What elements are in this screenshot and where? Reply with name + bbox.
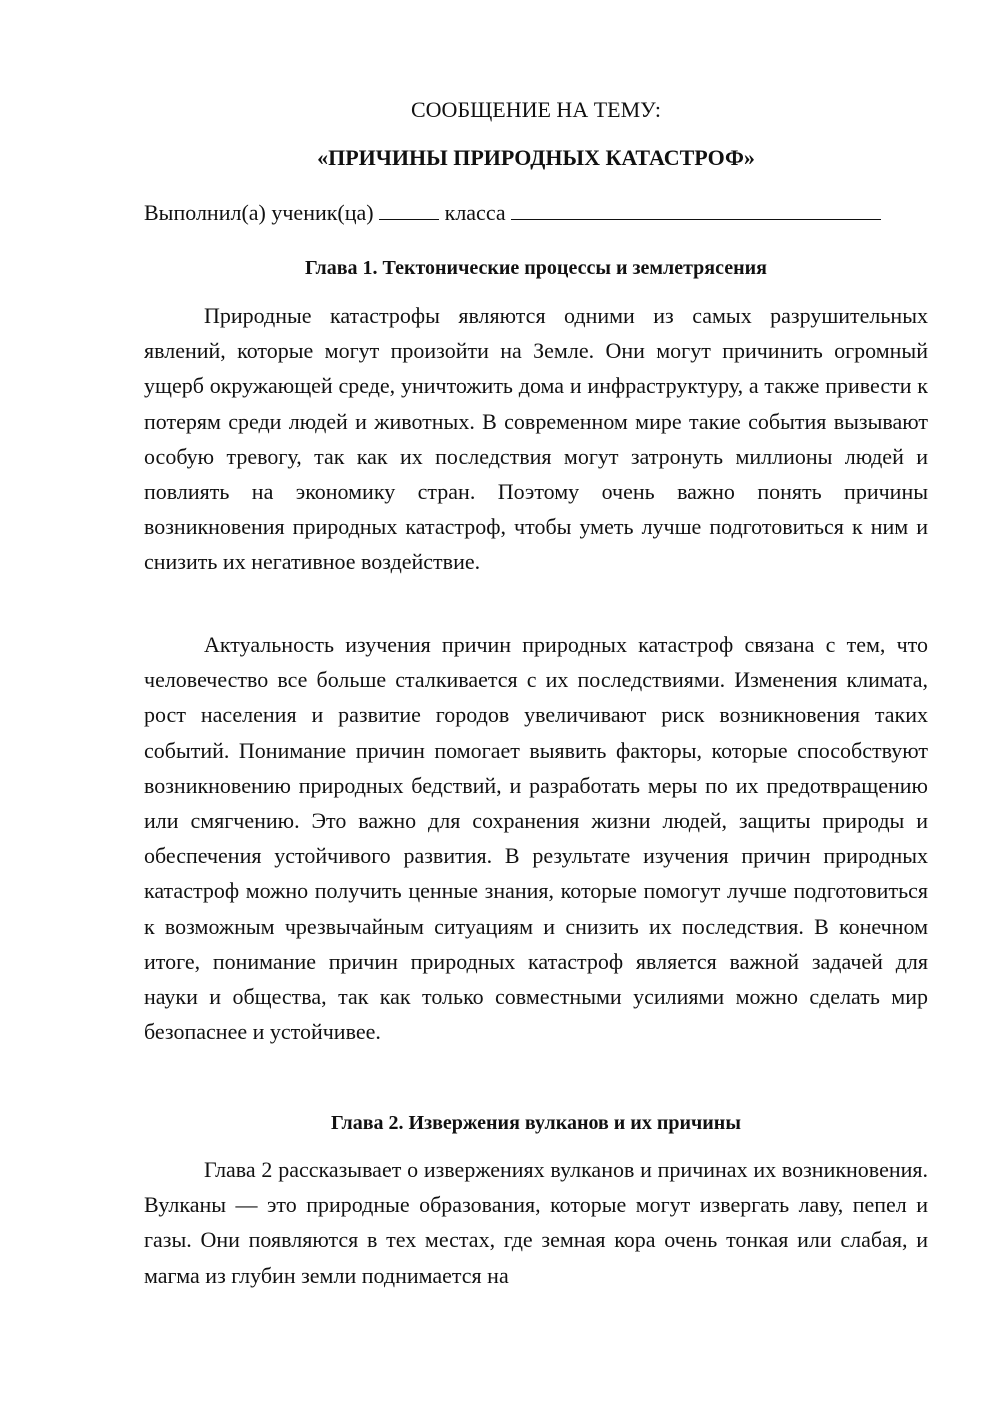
author-middle: класса [444, 200, 506, 225]
name-blank [511, 201, 881, 220]
chapter-2-paragraph-1: Глава 2 рассказывает о извержениях вулканов и причинах их возникновения. Вулканы — это природные образования, которые могут извергать лаву, пепел и газы. Они появляются в тех местах, где земная кора очень тонкая или слабая, и магма из глубин земли поднимается на [144, 1157, 928, 1288]
chapter-1-heading: Глава 1. Тектонические процессы и землетрясения [305, 257, 767, 279]
grade-blank [379, 201, 439, 220]
document-title-line-1: СООБЩЕНИЕ НА ТЕМУ: [411, 97, 661, 122]
document-title-line-2: «ПРИЧИНЫ ПРИРОДНЫХ КАТАСТРОФ» [317, 145, 755, 170]
chapter-2-heading: Глава 2. Извержения вулканов и их причины [331, 1112, 741, 1134]
author-prefix: Выполнил(а) ученик(ца) [144, 200, 374, 225]
author-line [144, 201, 928, 224]
chapter-1-paragraph-1: Природные катастрофы являются одними из самых разрушительных явлений, которые могут произойти на Земле. Они могут причинить огромный ущерб окружающей среде, уничтожить дома и инфраструктуру, а также привести к потерям среди людей и животных. В современном мире такие события вызывают особую тревогу, так как их последствия могут затронуть миллионы людей и повлиять на экономику стран. Поэтому очень важно понять причины возникновения природных катастроф, чтобы уметь лучше подготовиться к ним и снизить их негативное воздействие. [144, 303, 928, 575]
chapter-1-paragraph-2: Актуальность изучения причин природных катастроф связана с тем, что человечество все больше сталкивается с их последствиями. Изменения климата, рост населения и развитие городов увеличивают риск возникновения таких событий. Понимание причин помогает выявить факторы, которые способствуют возникновению природных бедствий, и разработать меры по их предотвращению или смягчению. Это важно для сохранения жизни людей, защиты природы и обеспечения устойчивого развития. В результате изучения причин природных катастроф можно получить ценные знания, которые помогут лучше подготовиться к возможным чрезвычайным ситуациям и снизить их последствия. В конечном итоге, понимание причин природных катастроф является важной задачей для науки и общества, так как только совместными усилиями можно сделать мир безопаснее и устойчивее. [144, 632, 928, 1045]
